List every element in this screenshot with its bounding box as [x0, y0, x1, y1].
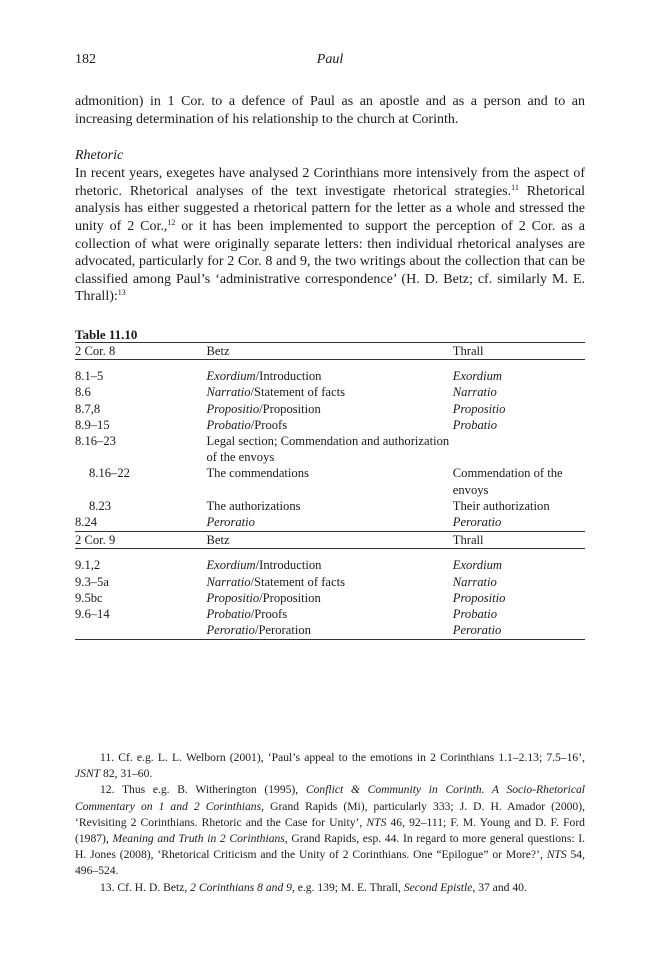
table-caption: Table 11.10 [75, 326, 138, 342]
cell-betz [206, 433, 452, 465]
english-term: /Statement of facts [250, 574, 345, 589]
latin-term: Peroratio [206, 514, 255, 529]
cell-betz [206, 384, 452, 400]
cell-reference: 9.5bc [75, 590, 103, 605]
running-head: Paul [316, 52, 344, 67]
latin-term: Exordium [206, 369, 256, 384]
cell-reference: 8.16–22 [89, 466, 130, 481]
column-header: Thrall [453, 342, 585, 359]
cell-thrall: Probatio [452, 417, 498, 432]
cell-betz [206, 417, 452, 433]
cell-betz [206, 401, 452, 417]
english-term: /Introduction [255, 369, 322, 384]
cell-thrall: Peroratio [453, 622, 585, 640]
page-number: 182 [75, 52, 96, 67]
cell-thrall: Peroratio [453, 514, 585, 532]
table-row [75, 549, 585, 574]
book-title: Meaning and Truth in 2 Corinthians [112, 832, 285, 846]
cell-thrall: Commendation of the envoys [452, 466, 563, 497]
table-row [75, 433, 585, 465]
table-row [75, 574, 585, 590]
footnote-11 [75, 750, 585, 782]
cell-reference: 8.9–15 [75, 417, 110, 432]
latin-term: Narratio [206, 385, 251, 400]
paragraph-rhetoric [75, 165, 585, 306]
cell-reference: 9.1,2 [75, 558, 101, 573]
column-header: Betz [206, 342, 452, 359]
cell-betz [206, 590, 452, 606]
table-row [75, 417, 585, 433]
footnote-text: 12. Thus e.g. B. Witherington (1995), [100, 783, 306, 797]
english-term: /Proofs [250, 417, 288, 432]
cell-reference: 8.16–23 [75, 433, 116, 448]
footnote-13 [75, 880, 585, 896]
cell-thrall: Narratio [452, 385, 497, 400]
rhetoric-table [75, 342, 585, 640]
english-term: /Peroration [254, 623, 311, 638]
column-header: 2 Cor. 9 [75, 532, 206, 549]
cell-thrall: Exordium [452, 369, 502, 384]
footnotes [75, 750, 585, 896]
footnote-text: 13. Cf. H. D. Betz, [100, 880, 191, 894]
latin-term: Propositio [206, 590, 260, 605]
english-term: The authorizations [206, 498, 301, 513]
english-term: /Statement of facts [250, 385, 345, 400]
journal-title: NTS [546, 848, 567, 862]
english-term: /Introduction [255, 558, 322, 573]
english-term: /Proposition [259, 401, 321, 416]
english-term: /Proposition [259, 590, 321, 605]
footnote-text: , 37 and 40. [472, 880, 527, 894]
cell-betz [206, 465, 452, 497]
footnote-ref-11[interactable]: 11 [511, 182, 519, 192]
latin-term: Peroratio [206, 623, 255, 638]
cell-thrall: Probatio [452, 606, 498, 621]
journal-title: JSNT [75, 767, 101, 781]
table-row [75, 606, 585, 622]
page-header [75, 52, 585, 72]
column-header: Thrall [453, 532, 585, 549]
table-row [75, 514, 585, 532]
column-header: 2 Cor. 8 [75, 342, 206, 359]
footnote-text: , Grand Rapids, esp. 44. In regard to more general questions: I. H. Jones (2008), ‘Rhetorical Criticism and the Unity of 2 Corinthians. One “Epilogue” or More?’, [75, 832, 585, 862]
table-row [75, 360, 585, 385]
cell-thrall: Propositio [452, 401, 506, 416]
paragraph-text: or it has been implemented to support the perception of 2 Cor. as a collection of what were originally separate letters: then individual rhetorical analyses are advocated, particularly for 2 Cor. 8 and 9, the two writings about the collection that can be classified among Paul’s ‘administrative correspondence’ (H. D. Betz; cf. similarly M. E. Thrall): [75, 218, 586, 305]
paragraph-text: In recent years, exegetes have analysed 2 Corinthians more intensively from the aspect of rhetoric. Rhetorical analyses of the text investigate rhetorical strategies. [75, 166, 585, 199]
paragraph-text: Rhetorical analysis has either suggested a rhetorical pattern for the letter as a whole and stressed the unity of 2 Cor., [75, 183, 586, 234]
latin-term: Narratio [206, 574, 251, 589]
cell-reference: 8.6 [75, 385, 91, 400]
latin-term: Probatio [206, 606, 251, 621]
cell-reference: 9.6–14 [75, 606, 110, 621]
cell-thrall: Narratio [452, 574, 497, 589]
page [75, 52, 585, 640]
cell-reference [75, 622, 206, 640]
latin-term: Exordium [206, 558, 256, 573]
cell-reference: 9.3–5a [75, 574, 109, 589]
cell-reference: 8.7,8 [75, 401, 101, 416]
cell-thrall: Exordium [452, 558, 502, 573]
english-term: Legal section; Commendation and authorization of the envoys [206, 433, 450, 465]
table-row [75, 622, 585, 640]
table-header-row [75, 532, 585, 549]
paragraph-continuation: admonition) in 1 Cor. to a defence of Paul as an apostle and as a person and to an increasing determination of his relationship to the church at Corinth. [75, 94, 585, 127]
footnote-text: 46, 92–111; F. M. Young and D. F. Ford (1987), [75, 815, 585, 846]
english-term: /Proofs [250, 606, 288, 621]
latin-term: Propositio [206, 401, 260, 416]
table-row [75, 384, 585, 400]
cell-betz [206, 574, 452, 590]
cell-reference: 8.23 [89, 498, 112, 513]
table-row [75, 465, 585, 497]
cell-reference: 8.1–5 [75, 369, 104, 384]
table-row [75, 498, 585, 514]
cell-thrall [453, 433, 585, 465]
column-header: Betz [206, 532, 452, 549]
footnote-12 [75, 782, 585, 879]
cell-betz [206, 622, 452, 640]
cell-betz [206, 514, 452, 532]
cell-betz [206, 498, 452, 514]
footnote-text: 54, 496–524. [75, 848, 586, 878]
book-title: 2 Corinthians 8 and 9 [190, 880, 292, 894]
table-header-row [75, 342, 585, 359]
footnote-text: 11. Cf. e.g. L. L. Welborn (2001), ‘Paul’s appeal to the emotions in 2 Corinthians 1.1–2.13; 7.5–16’, [100, 751, 585, 764]
cell-reference: 8.24 [75, 514, 206, 532]
cell-thrall: Their authorization [452, 498, 550, 513]
book-title: Conflict & Community in Corinth. A Socio-Rhetorical Commentary on 1 and 2 Corinthians [75, 783, 585, 813]
cell-betz [206, 606, 452, 622]
english-term: The commendations [206, 466, 309, 481]
cell-thrall: Propositio [452, 590, 506, 605]
latin-term: Probatio [206, 417, 251, 432]
footnote-ref-12[interactable]: 12 [167, 217, 176, 227]
cell-betz [206, 549, 452, 574]
table-row [75, 590, 585, 606]
footnote-ref-13[interactable]: 13 [117, 288, 126, 298]
footnote-text: , e.g. 139; M. E. Thrall, [291, 880, 404, 894]
journal-title: NTS [366, 815, 387, 829]
footnote-text: , Grand Rapids (Mi), particularly 333; J. D. H. Amador (2000), ‘Revisiting 2 Corinthians. Rhetoric and the Case for Unity’, [75, 799, 585, 829]
cell-betz [206, 360, 452, 385]
book-title: Second Epistle [403, 880, 473, 894]
section-heading: Rhetoric [75, 148, 124, 164]
footnote-text: 82, 31–60. [100, 767, 153, 781]
table-row [75, 401, 585, 417]
